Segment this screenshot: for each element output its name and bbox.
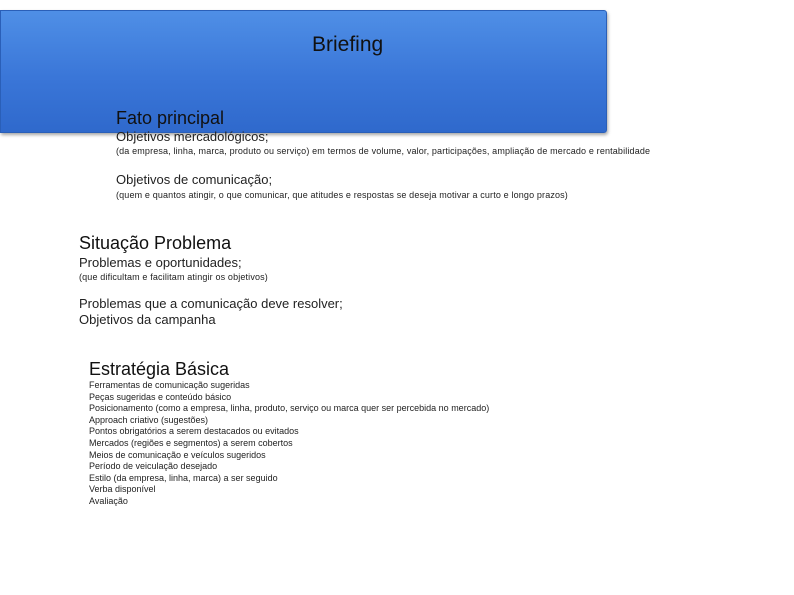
fato-objetivos-mercadologicos-detail: (da empresa, linha, marca, produto ou serviço) em termos de volume, valor, participações, ampliação de mercado e rentabilidade [116, 146, 651, 156]
situacao-problemas-oportunidades: Problemas e oportunidades; [79, 255, 242, 270]
list-item: Ferramentas de comunicação sugeridas [89, 380, 250, 390]
situacao-objetivos-campanha: Objetivos da campanha [79, 312, 216, 327]
list-item: Avaliação [89, 495, 128, 506]
list-item: Mercados (regiões e segmentos) a serem cobertos [89, 437, 293, 448]
situacao-problemas-comunicacao: Problemas que a comunicação deve resolver; [79, 296, 343, 311]
estrategia-heading: Estratégia Básica [89, 359, 230, 379]
list-item: Estilo (da empresa, linha, marca) a ser seguido [89, 472, 278, 483]
list-item: Meios de comunicação e veículos sugeridos [89, 449, 266, 460]
fato-heading: Fato principal [116, 108, 225, 128]
estrategia-list [89, 380, 489, 508]
fato-objetivos-comunicacao-detail: (quem e quantos atingir, o que comunicar, que atitudes e respostas se deseja motivar a curto e longo prazos) [116, 190, 568, 200]
list-item: Verba disponível [89, 484, 156, 495]
situacao-heading: Situação Problema [79, 233, 232, 253]
fato-objetivos-mercadologicos: Objetivos mercadológicos; [116, 129, 269, 144]
list-item: Período de veiculação desejado [89, 461, 218, 472]
list-item: Posicionamento (como a empresa, linha, produto, serviço ou marca quer ser percebida no mercado) [89, 403, 490, 414]
list-item: Peças sugeridas e conteúdo básico [89, 391, 232, 402]
list-item: Pontos obrigatórios a serem destacados ou evitados [89, 426, 299, 437]
slide-title: Briefing [312, 33, 384, 56]
situacao-problemas-detail: (que dificultam e facilitam atingir os objetivos) [79, 272, 268, 282]
title-banner [0, 10, 607, 133]
list-item: Approach criativo (sugestões) [89, 414, 209, 425]
fato-objetivos-comunicacao: Objetivos de comunicação; [116, 172, 273, 187]
